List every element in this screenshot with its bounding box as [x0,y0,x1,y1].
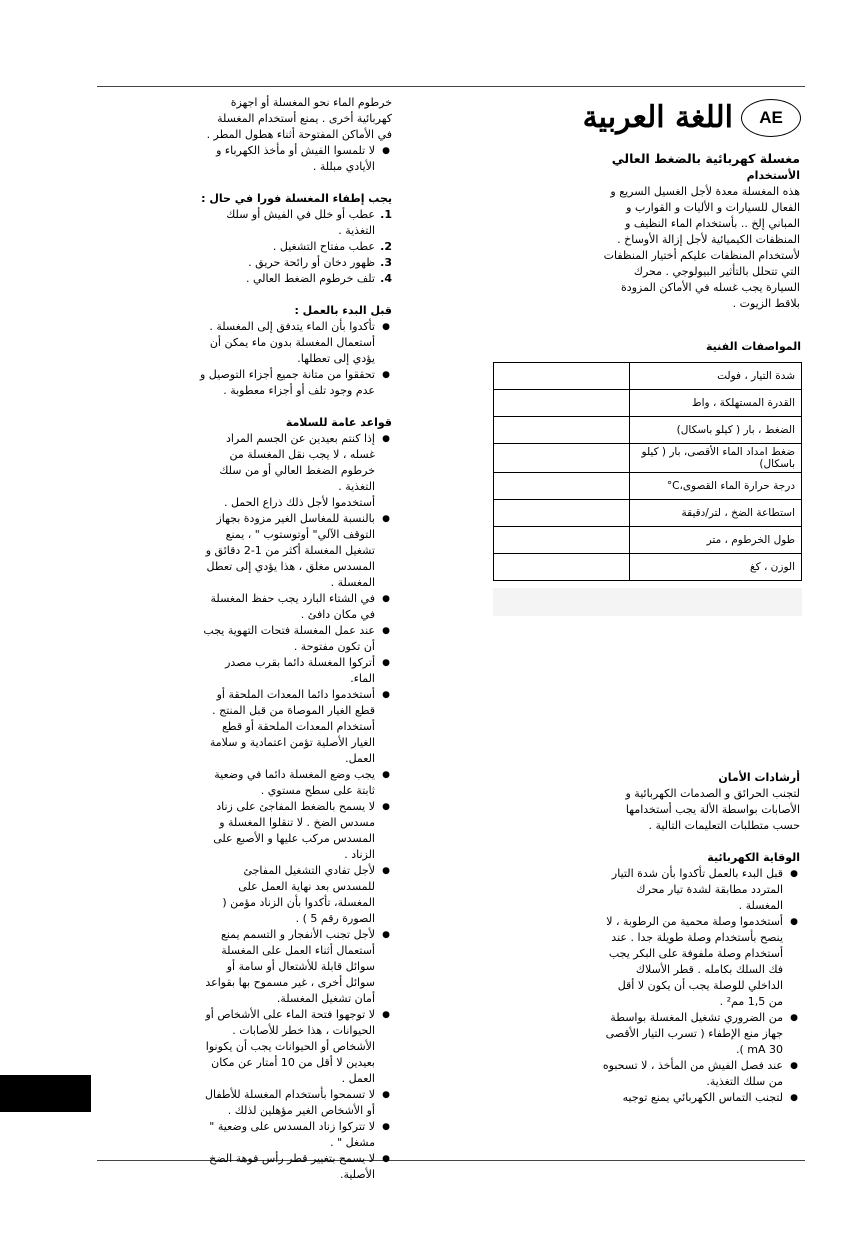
electrical-item: ● عند فصل الفيش من المأخذ ، لا تسحبوه من سلك التغذية. [600,1058,800,1090]
before-heading: قبل البدء بالعمل : [294,304,392,317]
shutdown-item-number: 3. [380,256,392,269]
spec-label: استطاعة الضخ ، لتر/دقيقة [630,500,802,527]
general-rule-item: ● لأجل تفادي التشغيل المفاجئ للمسدس بعد نهاية العمل على المغسلة، تأكدوا بأن الزناد مؤمن ( الصورة رقم 5 ) . [200,863,392,927]
spec-label: طول الخرطوم ، متر [630,527,802,554]
spec-value [494,363,630,390]
general-rule-item: ● أتركوا المغسلة دائما بقرب مصدر الماء. [200,655,392,687]
shutdown-list [200,207,392,287]
safety-heading: أرشادات الأمان [718,771,800,784]
general-rule-item: ● يجب وضع المغسلة دائما في وضعية ثابتة على سطح مستوي . [200,767,392,799]
spec-row [494,417,802,444]
general-rule-item: ● أستخدموا دائما المعدات الملحقة أو قطع الغيار الموصاة من قبل المنتج . [200,687,392,719]
spec-value [494,554,630,581]
general-rule-item: ● بالنسبة للمغاسل الغير مزودة بجهاز التوقف الآلي" أوتوستوب " ، يمنع تشغيل المغسلة أكثر من 1-2 دقائق و المسدس مغلق ، هذا يؤدي إلى تعطل المغسلة . [200,511,392,591]
specs-table [493,362,802,581]
electrical-heading: الوقاية الكهربائية [707,851,800,864]
shutdown-item-text: عطب أو خلل في الفيش أو سلك التغذية . [226,208,375,237]
shutdown-item-text: تلف خرطوم الضغط العالي . [246,272,375,285]
spec-value [494,473,630,500]
general-rule-item: ● لا يسمح بتغيير قطر رأس فوهة الضخ الأصلية. [200,1151,392,1183]
spec-row [494,500,802,527]
general-rule-item: ● في الشتاء البارد يجب حفظ المغسلة في مكان دافئ . [200,591,392,623]
general-rule-item: ● لا توجهوا فتحة الماء على الأشخاص أو الحيوانات ، هذا خطر للأصابات . [200,1007,392,1039]
spec-value [494,417,630,444]
general-list [200,431,392,1183]
spec-label: درجة حرارة الماء القصوى،C° [630,473,802,500]
language-title: اللغة العربية [582,100,733,135]
spec-row [494,444,802,473]
spec-row [494,390,802,417]
before-item: ● تحققوا من متانة جميع أجزاء التوصيل و عدم وجود تلف أو أجزاء معطوبة . [200,367,392,399]
spec-row [494,527,802,554]
general-heading: قواعد عامة للسلامة [285,416,392,429]
spec-label: ضغط امداد الماء الأقصى، بار ( كيلو باسكال) [630,444,802,473]
shutdown-item-number: 1. [380,208,392,221]
before-list [200,319,392,399]
continued-text: خرطوم الماء نحو المغسلة أو اجهزة كهربائية أخرى . يمنع أستخدام المغسلة في الأماكن المفتوحة أثناء هطول المطر . [206,96,392,141]
spec-row [494,554,802,581]
safety-text: لتجنب الحرائق و الصدمات الكهربائية و الأصابات بواسطة الألة يجب أستخدامها حسب متطلبات التعليمات التالية . [625,787,800,832]
continued-bullet: ● لا تلمسوا الفيش أو مأخذ الكهرباء و الأيادي مبللة . [200,143,392,175]
general-rule-item: ● لا تسمحوا بأستخدام المغسلة للأطفال أو الأشخاص الغير مؤهلين لذلك . [200,1087,392,1119]
shutdown-item-text: عطب مفتاح التشغيل . [272,240,375,253]
electrical-item: ● لتجنب التماس الكهربائي يمنع توجيه [600,1090,800,1106]
spec-row [494,473,802,500]
spec-label: الضغط ، بار ( كيلو باسكال) [630,417,802,444]
general-rule-item: ● لا يسمح بالضغط المفاجئ على زناد مسدس الضخ . لا تنقلوا المغسلة و المسدس مركب عليها و الأصبع على الزناد . [200,799,392,863]
shutdown-item [200,239,392,255]
general-rule-item: ● لا تتركوا زناد المسدس على وضعية " مشغل " . [200,1119,392,1151]
usage-text: هذه المغسلة معدة لأجل الغسيل السريع و الفعال للسيارات و الأليات و القوارب و المباني إلخ .. بأستخدام الماء النظيف و المنظفات الكيميائية لأجل إزالة الأوساخ . لأستخدام المنظفات عليكم أختيار المنظفات التي تتحلل بالتأثير البيولوجي . محرك السيارة يجب غسله في الأماكن المزودة بلاقط الزيوت . [603,185,800,310]
spec-value [494,444,630,473]
spec-label: القدرة المستهلكة ، واط [630,390,802,417]
top-rule [97,86,805,87]
right-column-top [600,150,800,312]
shutdown-item [200,255,392,271]
spec-label: شدة التيار ، فولت [630,363,802,390]
general-rule-item: ● عند عمل المغسلة فتحات التهوية يجب أن تكون مفتوحة . [200,623,392,655]
shutdown-item-text: ظهور دخان أو رائحة حريق . [248,256,375,269]
left-column [200,95,392,1183]
language-tab-marker [0,1075,91,1112]
general-rule-item: ● لأجل تجنب الأنفجار و التسمم يمنع أستعمال أثناء العمل على المغسلة سوائل قابلة للأشتعال أو سامة أو سوائل أخرى ، غير مسموح بها بقواعد أمان تشغيل المغسلة. [200,927,392,1007]
shutdown-item-number: 2. [380,240,392,253]
electrical-list [600,866,800,1106]
product-title: مغسلة كهربائية بالضغط العالي [611,151,800,166]
spec-row [494,363,802,390]
shutdown-item-number: 4. [380,272,392,285]
general-rule-item: أستخدام المعدات الملحقة أو قطع الغيار الأصلية تؤمن اعتمادية و سلامة العمل. [209,720,375,765]
specs-shadow [493,588,802,616]
electrical-item: ● من الضروري تشغيل المغسلة بواسطة جهاز منع الإطفاء ( تسرب التيار الأقصى 30 mA ). [600,1010,800,1058]
electrical-item: ● أستخدموا وصلة محمية من الرطوبة ، لا ينصح بأستخدام وصلة طويلة جدا . عند أستخدام وصلة ملفوفة على البكر يجب فك السلك بكامله . قطر الأسلاك الداخلي للوصلة يجب أن يكون لا أقل من 1,5 مم² . [600,914,800,1010]
spec-value [494,527,630,554]
language-badge: AE [741,99,801,137]
before-item: أستعمال المغسلة بدون ماء يمكن أن يؤدي إلى تعطلها. [209,336,375,365]
general-rule-item: الأشخاص أو الحيوانات يجب أن يكونوا بعيدين لا أقل من 10 أمتار عن مكان العمل . [205,1040,375,1085]
general-rule-item: أستخدموا لأجل ذلك ذراع الحمل . [223,496,375,509]
before-item: ● تأكدوا بأن الماء يتدفق إلى المغسلة . [200,319,392,335]
right-column-bottom [600,770,800,1106]
general-rule-item: ● إذا كنتم بعيدين عن الجسم المراد غسله ، لا يجب نقل المغسلة من خرطوم الضغط العالي أو من سلك التغذية . [200,431,392,495]
shutdown-item [200,271,392,287]
shutdown-item [200,207,392,239]
specs-heading: المواصفات الفنية [706,340,801,353]
spec-value [494,500,630,527]
usage-heading: الأستخدام [746,169,800,182]
electrical-item: ● قبل البدء بالعمل تأكدوا بأن شدة التيار المتردد مطابقة لشدة تيار محرك المغسلة . [600,866,800,914]
language-header [583,98,801,138]
shutdown-heading: يجب إطفاء المغسلة فورا في حال : [201,192,392,205]
spec-value [494,390,630,417]
spec-label: الوزن ، كغ [630,554,802,581]
